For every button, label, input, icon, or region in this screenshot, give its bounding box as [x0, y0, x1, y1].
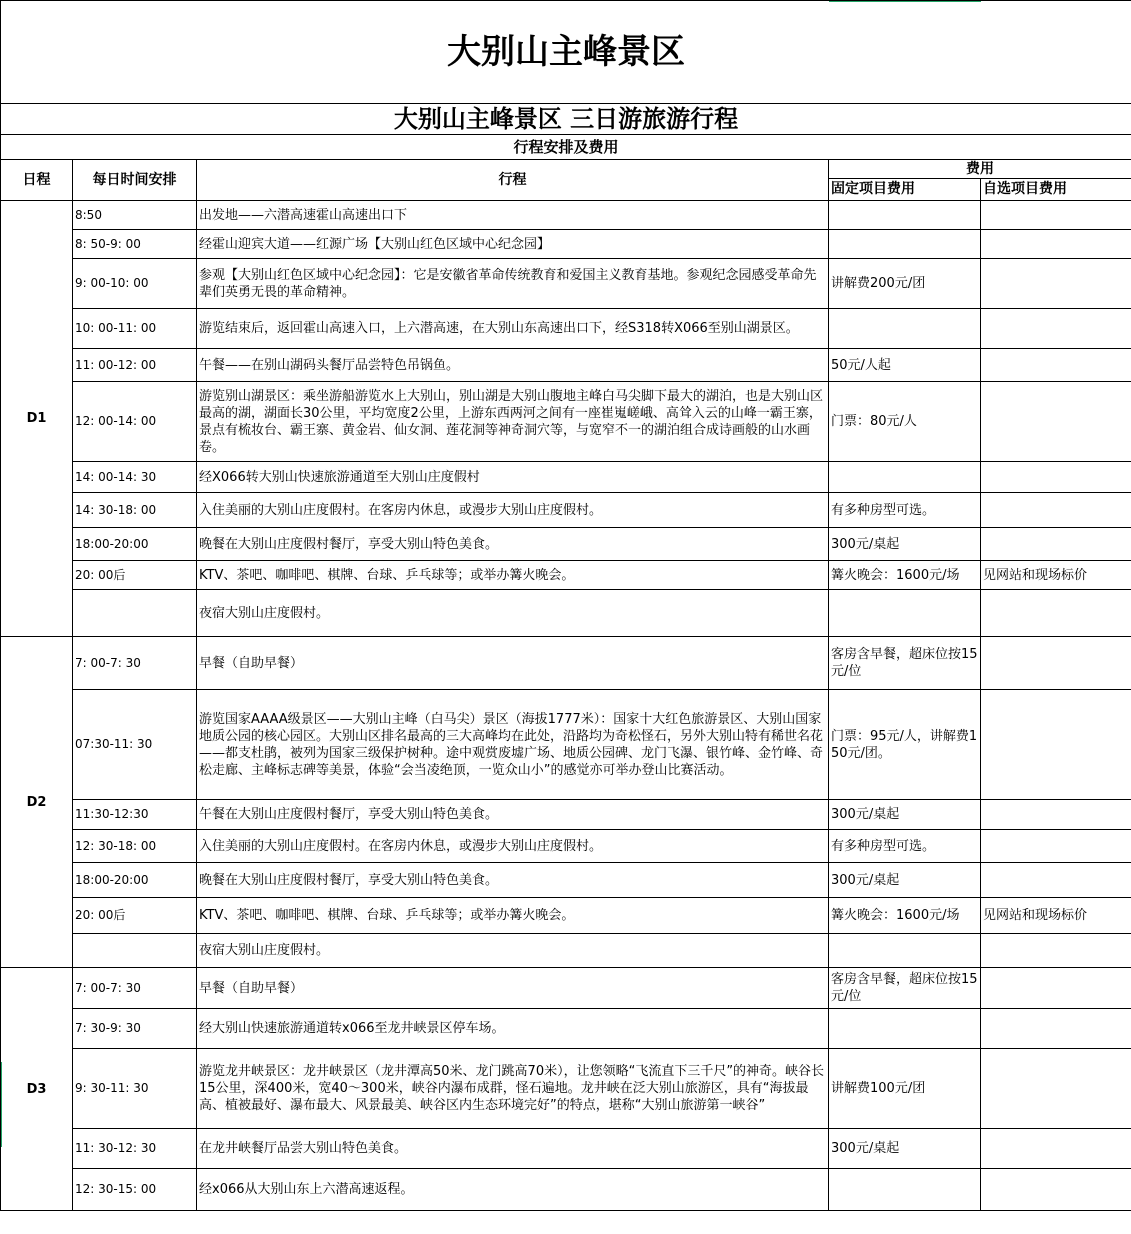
itinerary-row	[1, 561, 1131, 590]
itinerary-cell: 午餐——在别山湖码头餐厅品尝特色吊锅鱼。	[197, 349, 829, 382]
itinerary-cell: KTV、茶吧、咖啡吧、棋牌、台球、乒乓球等；或举办篝火晚会。	[197, 561, 829, 590]
optional-fee-cell	[981, 230, 1131, 259]
itinerary-row	[1, 590, 1131, 637]
header-time: 每日时间安排	[73, 160, 197, 201]
optional-fee-cell	[981, 637, 1131, 690]
fixed-fee-cell	[829, 230, 981, 259]
itinerary-row	[1, 1129, 1131, 1169]
optional-fee-cell	[981, 201, 1131, 230]
itinerary-row	[1, 637, 1131, 690]
itinerary-row	[1, 863, 1131, 898]
fixed-fee-cell: 300元/桌起	[829, 528, 981, 561]
itinerary-cell: 经x066从大别山东上六潜高速返程。	[197, 1169, 829, 1211]
itinerary-cell: 早餐（自助早餐）	[197, 968, 829, 1009]
fixed-fee-cell: 300元/桌起	[829, 1129, 981, 1169]
day-label: D3	[1, 968, 73, 1211]
itinerary-cell: 在龙井峡餐厅品尝大别山特色美食。	[197, 1129, 829, 1169]
itinerary-cell: 夜宿大别山庄度假村。	[197, 934, 829, 968]
time-cell: 18:00-20:00	[73, 528, 197, 561]
time-cell: 8: 50-9: 00	[73, 230, 197, 259]
time-cell: 8:50	[73, 201, 197, 230]
time-cell: 7: 30-9: 30	[73, 1009, 197, 1049]
optional-fee-cell	[981, 1169, 1131, 1211]
itinerary-cell: 游览国家AAAA级景区——大别山主峰（白马尖）景区（海拔1777米）：国家十大红色旅游景区、大别山国家地质公园的核心园区。大别山区排名最高的三大高峰均在此处，沿路均为奇松怪石，另外大别山特有稀世名花——都支杜鹃，被列为国家三级保护树种。途中观赏废墟广场、地质公园碑、龙门飞瀑、银竹峰、金竹峰、奇松走廊、主峰标志碑等美景，体验“会当凌绝顶，一览众山小”的感觉亦可举办登山比赛活动。	[197, 690, 829, 800]
itinerary-cell: 参观【大别山红色区域中心纪念园】：它是安徽省革命传统教育和爱国主义教育基地。参观纪念园感受革命先辈们英勇无畏的革命精神。	[197, 259, 829, 309]
time-cell: 20: 00后	[73, 561, 197, 590]
itinerary-cell: 晚餐在大别山庄度假村餐厅，享受大别山特色美食。	[197, 863, 829, 898]
itinerary-cell: 游览结束后，返回霍山高速入口，上六潜高速，在大别山东高速出口下，经S318转X066至别山湖景区。	[197, 309, 829, 349]
itinerary-cell: 午餐在大别山庄度假村餐厅，享受大别山特色美食。	[197, 800, 829, 830]
fixed-fee-cell	[829, 462, 981, 493]
fixed-fee-cell: 有多种房型可选。	[829, 830, 981, 863]
fixed-fee-cell: 讲解费200元/团	[829, 259, 981, 309]
itinerary-cell: 游览龙井峡景区：龙井峡景区（龙井潭高50米、龙门跳高70米），让您领略“飞流直下三千尺”的神奇。峡谷长15公里，深400米，宽40～300米，峡谷内瀑布成群，怪石遍地。龙井峡在泛大别山旅游区，具有“海拔最高、植被最好、瀑布最大、风景最美、峡谷区内生态环境完好”的特点，堪称“大别山旅游第一峡谷”	[197, 1049, 829, 1129]
fixed-fee-cell: 客房含早餐，超床位按15元/位	[829, 637, 981, 690]
itinerary-cell: 游览别山湖景区：乘坐游船游览水上大别山，别山湖是大别山腹地主峰白马尖脚下最大的湖泊，也是大别山区最高的湖，湖面长30公里，平均宽度2公里，上游东西两河之间有一座崔嵬嵯峨、高耸入云的山峰一霸王寨，景点有梳妆台、霸王寨、黄金岩、仙女洞、莲花洞等神奇洞穴等，与宽窄不一的湖泊组合成诗画般的山水画卷。	[197, 382, 829, 462]
itinerary-row	[1, 201, 1131, 230]
fixed-fee-cell	[829, 201, 981, 230]
header-optional-fee: 自选项目费用	[981, 179, 1131, 201]
time-cell: 7: 00-7: 30	[73, 968, 197, 1009]
header-day: 日程	[1, 160, 73, 201]
header-fixed-fee: 固定项目费用	[829, 179, 981, 201]
itinerary-row	[1, 493, 1131, 528]
time-cell: 9: 30-11: 30	[73, 1049, 197, 1129]
itinerary-row	[1, 1009, 1131, 1049]
itinerary-cell: 经大别山快速旅游通道转x066至龙井峡景区停车场。	[197, 1009, 829, 1049]
time-cell: 9: 00-10: 00	[73, 259, 197, 309]
itinerary-row	[1, 800, 1131, 830]
time-cell: 11:30-12:30	[73, 800, 197, 830]
fixed-fee-cell: 门票：95元/人，讲解费150元/团。	[829, 690, 981, 800]
optional-fee-cell	[981, 934, 1131, 968]
section-heading: 行程安排及费用	[1, 135, 1131, 160]
optional-fee-cell: 见网站和现场标价	[981, 561, 1131, 590]
itinerary-row	[1, 309, 1131, 349]
optional-fee-cell	[981, 309, 1131, 349]
page-title: 大别山主峰景区	[1, 1, 1131, 104]
optional-fee-cell: 见网站和现场标价	[981, 898, 1131, 934]
fixed-fee-cell	[829, 1009, 981, 1049]
time-cell	[73, 590, 197, 637]
fixed-fee-cell: 篝火晚会：1600元/场	[829, 898, 981, 934]
itinerary-row	[1, 528, 1131, 561]
optional-fee-cell	[981, 349, 1131, 382]
fixed-fee-cell: 有多种房型可选。	[829, 493, 981, 528]
time-cell: 7: 00-7: 30	[73, 637, 197, 690]
fixed-fee-cell: 门票：80元/人	[829, 382, 981, 462]
optional-fee-cell	[981, 968, 1131, 1009]
optional-fee-cell	[981, 800, 1131, 830]
itinerary-row	[1, 462, 1131, 493]
fixed-fee-cell: 讲解费100元/团	[829, 1049, 981, 1129]
optional-fee-cell	[981, 1049, 1131, 1129]
time-cell	[73, 934, 197, 968]
time-cell: 07:30-11: 30	[73, 690, 197, 800]
itinerary-cell: 出发地——六潜高速霍山高速出口下	[197, 201, 829, 230]
optional-fee-cell	[981, 863, 1131, 898]
fixed-fee-cell	[829, 309, 981, 349]
fixed-fee-cell: 篝火晚会：1600元/场	[829, 561, 981, 590]
optional-fee-cell	[981, 1129, 1131, 1169]
itinerary-row	[1, 259, 1131, 309]
fixed-fee-cell: 300元/桌起	[829, 800, 981, 830]
itinerary-row	[1, 690, 1131, 800]
optional-fee-cell	[981, 382, 1131, 462]
itinerary-subtitle: 大别山主峰景区 三日游旅游行程	[1, 104, 1131, 135]
fixed-fee-cell	[829, 590, 981, 637]
time-cell: 20: 00后	[73, 898, 197, 934]
itinerary-cell: 经X066转大别山快速旅游通道至大别山庄度假村	[197, 462, 829, 493]
optional-fee-cell	[981, 259, 1131, 309]
day-label: D1	[1, 201, 73, 637]
fixed-fee-cell	[829, 934, 981, 968]
itinerary-row	[1, 1049, 1131, 1129]
optional-fee-cell	[981, 462, 1131, 493]
itinerary-cell: 夜宿大别山庄度假村。	[197, 590, 829, 637]
optional-fee-cell	[981, 690, 1131, 800]
day-label: D2	[1, 637, 73, 968]
optional-fee-cell	[981, 830, 1131, 863]
itinerary-row	[1, 382, 1131, 462]
optional-fee-cell	[981, 1009, 1131, 1049]
time-cell: 11: 00-12: 00	[73, 349, 197, 382]
time-cell: 14: 30-18: 00	[73, 493, 197, 528]
fixed-fee-cell	[829, 1169, 981, 1211]
itinerary-row	[1, 230, 1131, 259]
itinerary-cell: 晚餐在大别山庄度假村餐厅，享受大别山特色美食。	[197, 528, 829, 561]
itinerary-row	[1, 968, 1131, 1009]
header-fee: 费用	[829, 160, 1131, 179]
optional-fee-cell	[981, 590, 1131, 637]
fixed-fee-cell: 300元/桌起	[829, 863, 981, 898]
itinerary-cell: 早餐（自助早餐）	[197, 637, 829, 690]
itinerary-row	[1, 898, 1131, 934]
header-itinerary: 行程	[197, 160, 829, 201]
itinerary-cell: KTV、茶吧、咖啡吧、棋牌、台球、乒乓球等；或举办篝火晚会。	[197, 898, 829, 934]
time-cell: 12: 30-15: 00	[73, 1169, 197, 1211]
itinerary-cell: 入住美丽的大别山庄度假村。在客房内休息，或漫步大别山庄度假村。	[197, 830, 829, 863]
time-cell: 18:00-20:00	[73, 863, 197, 898]
fixed-fee-cell: 客房含早餐，超床位按15元/位	[829, 968, 981, 1009]
itinerary-row	[1, 934, 1131, 968]
optional-fee-cell	[981, 493, 1131, 528]
itinerary-row	[1, 830, 1131, 863]
time-cell: 14: 00-14: 30	[73, 462, 197, 493]
optional-fee-cell	[981, 528, 1131, 561]
itinerary-cell: 经霍山迎宾大道——红源广场【大别山红色区域中心纪念园】	[197, 230, 829, 259]
itinerary-row	[1, 349, 1131, 382]
time-cell: 12: 00-14: 00	[73, 382, 197, 462]
time-cell: 11: 30-12: 30	[73, 1129, 197, 1169]
itinerary-row	[1, 1169, 1131, 1211]
time-cell: 10: 00-11: 00	[73, 309, 197, 349]
time-cell: 12: 30-18: 00	[73, 830, 197, 863]
itinerary-cell: 入住美丽的大别山庄度假村。在客房内休息，或漫步大别山庄度假村。	[197, 493, 829, 528]
fixed-fee-cell: 50元/人起	[829, 349, 981, 382]
